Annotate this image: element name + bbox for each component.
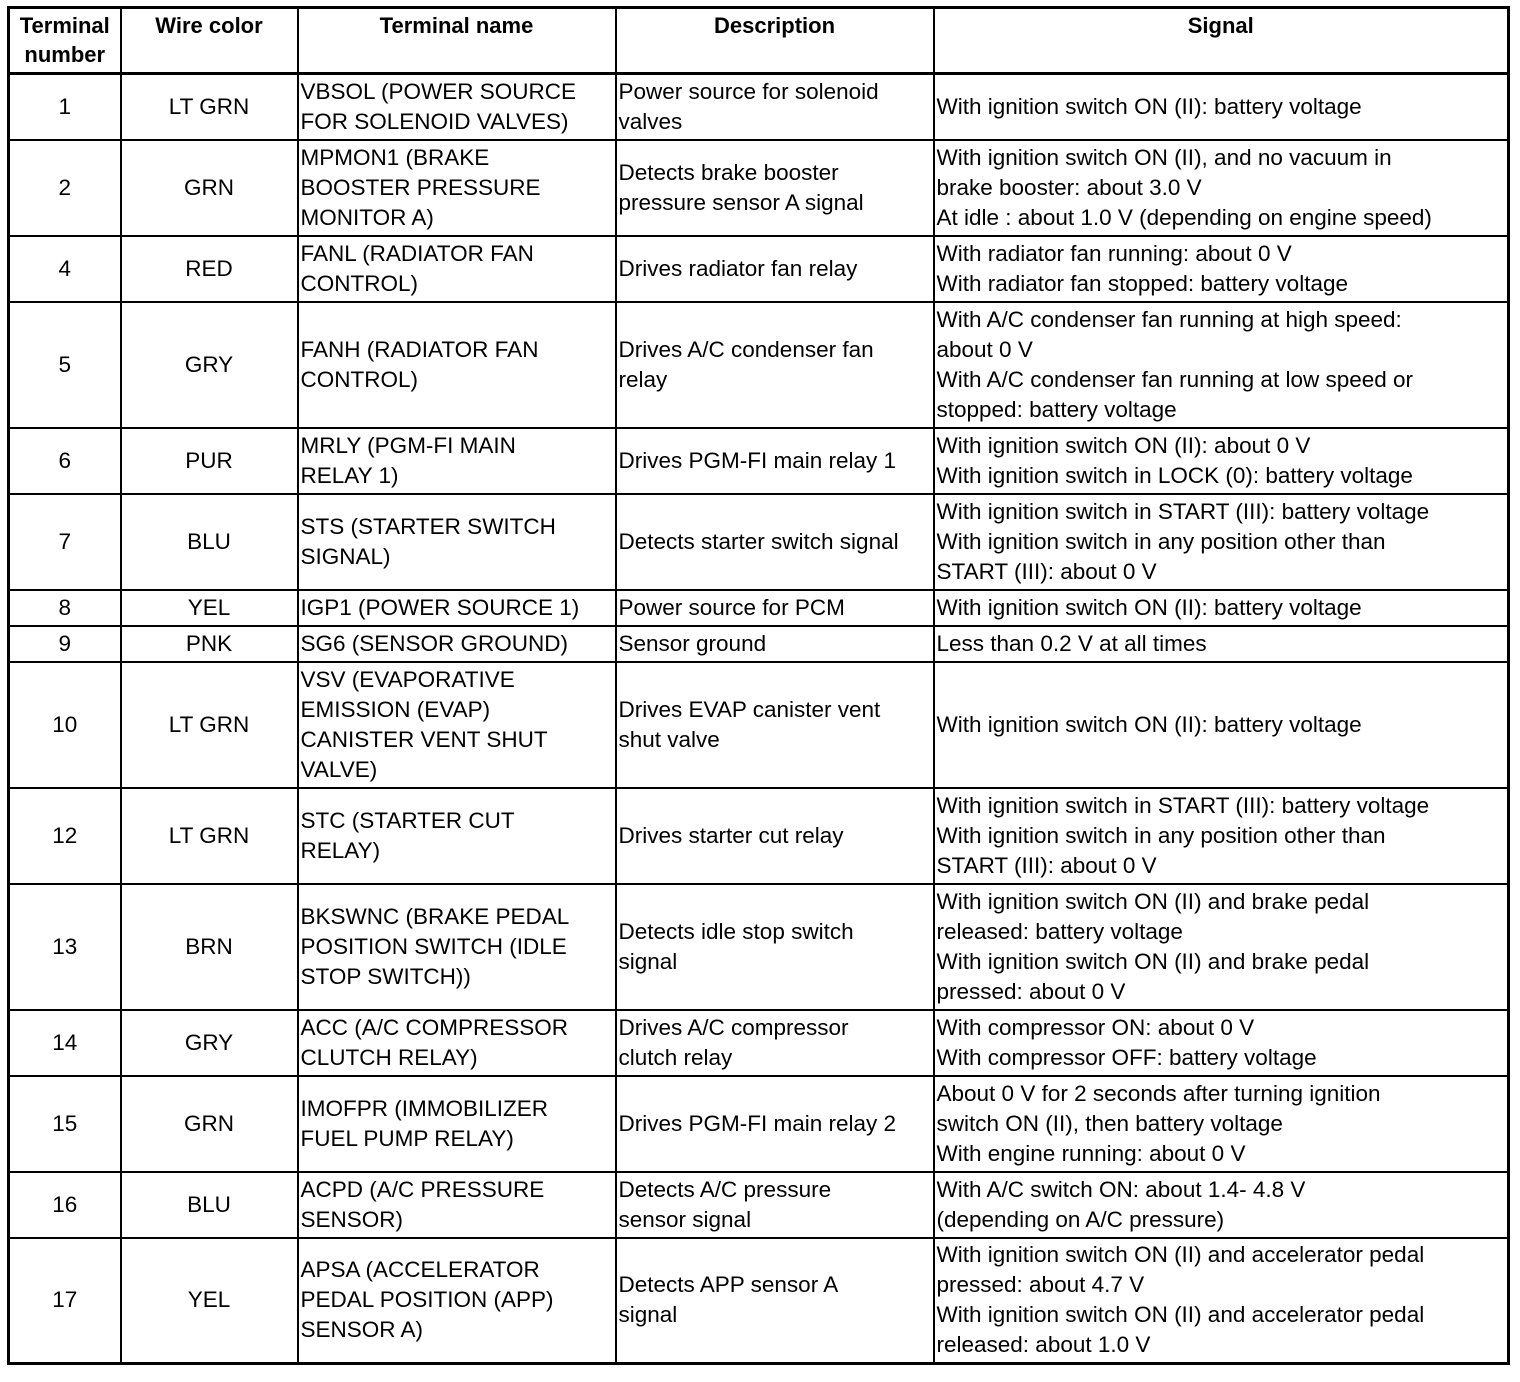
table-row	[9, 1010, 1509, 1076]
table-row	[9, 236, 1509, 302]
signal-cell	[934, 788, 1509, 884]
terminal-name-cell	[298, 236, 616, 302]
wire-color-cell: GRN	[121, 1076, 298, 1172]
description-cell	[616, 74, 934, 140]
terminal-name-cell-line: PEDAL POSITION (APP)	[300, 1287, 554, 1313]
wire-color-cell: LT GRN	[121, 74, 298, 140]
signal-cell-line: At idle : about 1.0 V (depending on engine speed)	[936, 204, 1432, 230]
description-cell-line: Drives PGM-FI main relay 2	[618, 1110, 897, 1136]
table-row	[9, 494, 1509, 590]
terminal-number-cell: 8	[9, 590, 121, 626]
description-cell-line: Detects brake booster	[618, 159, 839, 185]
terminal-number-cell: 6	[9, 428, 121, 494]
terminal-name-cell	[298, 1238, 616, 1364]
description-cell	[616, 1172, 934, 1238]
signal-cell	[934, 302, 1509, 428]
signal-cell-line: With ignition switch in START (III): battery voltage	[936, 792, 1430, 818]
signal-cell	[934, 1172, 1509, 1238]
description-cell-line: clutch relay	[618, 1044, 733, 1070]
description-cell-line: relay	[618, 366, 668, 392]
wire-color-cell: BLU	[121, 1172, 298, 1238]
terminal-name-cell-line: BKSWNC (BRAKE PEDAL	[300, 903, 570, 929]
signal-cell-line: switch ON (II), then battery voltage	[936, 1110, 1283, 1136]
signal-cell-line: START (III): about 0 V	[936, 558, 1157, 584]
table-row	[9, 1172, 1509, 1238]
signal-cell-line: With engine running: about 0 V	[936, 1140, 1246, 1166]
signal-cell	[934, 74, 1509, 140]
terminal-name-cell	[298, 302, 616, 428]
terminal-number-cell: 16	[9, 1172, 121, 1238]
description-cell	[616, 884, 934, 1010]
signal-cell	[934, 662, 1509, 788]
signal-cell-line: With A/C condenser fan running at high speed:	[936, 306, 1402, 332]
terminal-name-cell	[298, 1010, 616, 1076]
signal-cell	[934, 236, 1509, 302]
table-row	[9, 662, 1509, 788]
terminal-number-cell: 17	[9, 1238, 121, 1364]
description-cell-line: Detects idle stop switch	[618, 918, 854, 944]
description-cell-line: shut valve	[618, 726, 720, 752]
terminal-name-cell-line: RELAY)	[300, 837, 381, 863]
signal-cell-line: With compressor OFF: battery voltage	[936, 1044, 1317, 1070]
terminal-number-cell: 10	[9, 662, 121, 788]
terminal-name-cell-line: IGP1 (POWER SOURCE 1)	[300, 594, 580, 620]
wire-color-cell: YEL	[121, 590, 298, 626]
table-row	[9, 1238, 1509, 1364]
header-terminal-name: Terminal name	[298, 8, 616, 74]
terminal-name-cell-line: STC (STARTER CUT	[300, 807, 515, 833]
table-row	[9, 302, 1509, 428]
description-cell-line: valves	[618, 108, 683, 134]
terminal-name-cell	[298, 884, 616, 1010]
table-row	[9, 884, 1509, 1010]
description-cell-line: signal	[618, 1302, 678, 1328]
wire-color-cell: PNK	[121, 626, 298, 662]
header-row	[9, 8, 1509, 74]
terminal-name-cell-line: MRLY (PGM-FI MAIN	[300, 432, 516, 458]
terminal-name-cell-line: CLUTCH RELAY)	[300, 1044, 478, 1070]
description-cell	[616, 302, 934, 428]
wire-color-cell: GRN	[121, 140, 298, 236]
terminal-number-cell: 5	[9, 302, 121, 428]
signal-cell-line: With ignition switch in LOCK (0): battery voltage	[936, 462, 1413, 488]
table-row	[9, 626, 1509, 662]
wire-color-cell: LT GRN	[121, 662, 298, 788]
signal-cell-line: About 0 V for 2 seconds after turning ignition	[936, 1080, 1381, 1106]
terminal-name-cell	[298, 590, 616, 626]
wire-color-cell: BRN	[121, 884, 298, 1010]
terminal-name-cell-line: ACPD (A/C PRESSURE	[300, 1176, 545, 1202]
wire-color-cell: BLU	[121, 494, 298, 590]
terminal-number-cell: 13	[9, 884, 121, 1010]
description-cell	[616, 1010, 934, 1076]
table-header	[9, 8, 1509, 74]
terminal-name-cell-line: IMOFPR (IMMOBILIZER	[300, 1095, 548, 1121]
table-row	[9, 140, 1509, 236]
terminal-name-cell-line: CANISTER VENT SHUT	[300, 726, 548, 752]
signal-cell-line: With radiator fan running: about 0 V	[936, 240, 1292, 266]
header-signal: Signal	[934, 8, 1509, 74]
terminal-name-cell-line: MPMON1 (BRAKE	[300, 144, 490, 170]
terminal-name-cell	[298, 494, 616, 590]
terminal-number-cell: 12	[9, 788, 121, 884]
table-row	[9, 428, 1509, 494]
terminal-name-cell-line: APSA (ACCELERATOR	[300, 1257, 540, 1283]
signal-cell-line: With radiator fan stopped: battery voltage	[936, 270, 1348, 296]
terminal-name-cell-line: STOP SWITCH))	[300, 963, 471, 989]
signal-cell-line: (depending on A/C pressure)	[936, 1206, 1225, 1232]
description-cell-line: Detects A/C pressure	[618, 1176, 832, 1202]
terminal-number-cell: 15	[9, 1076, 121, 1172]
signal-cell-line: pressed: about 4.7 V	[936, 1272, 1145, 1298]
terminal-name-cell-line: BOOSTER PRESSURE	[300, 174, 541, 200]
description-cell	[616, 236, 934, 302]
terminal-number-cell: 4	[9, 236, 121, 302]
terminal-name-cell-line: FOR SOLENOID VALVES)	[300, 108, 569, 134]
terminal-name-cell	[298, 428, 616, 494]
signal-cell-line: With ignition switch ON (II), and no vacuum in	[936, 144, 1392, 170]
description-cell-line: Drives radiator fan relay	[618, 255, 858, 281]
terminal-name-cell-line: MONITOR A)	[300, 204, 434, 230]
table-row	[9, 74, 1509, 140]
terminal-name-cell-line: EMISSION (EVAP)	[300, 696, 491, 722]
signal-cell-line: With ignition switch in any position other than	[936, 822, 1386, 848]
terminal-name-cell	[298, 626, 616, 662]
signal-cell-line: stopped: battery voltage	[936, 396, 1177, 422]
signal-cell-line: With ignition switch ON (II): about 0 V	[936, 432, 1311, 458]
description-cell-line: Detects APP sensor A	[618, 1272, 839, 1298]
terminal-name-cell	[298, 74, 616, 140]
terminal-name-cell	[298, 1076, 616, 1172]
terminal-name-cell-line: RELAY 1)	[300, 462, 399, 488]
terminal-name-cell-line: VALVE)	[300, 756, 378, 782]
signal-cell-line: With ignition switch in any position other than	[936, 528, 1386, 554]
signal-cell-line: With ignition switch ON (II): battery voltage	[936, 594, 1362, 620]
terminal-name-cell-line: SG6 (SENSOR GROUND)	[300, 630, 569, 656]
signal-cell	[934, 884, 1509, 1010]
description-cell-line: Drives A/C condenser fan	[618, 336, 874, 362]
table-body	[9, 74, 1509, 1364]
description-cell	[616, 626, 934, 662]
signal-cell-line: With ignition switch ON (II) and accelerator pedal	[936, 1302, 1425, 1328]
description-cell	[616, 1238, 934, 1364]
signal-cell-line: With compressor ON: about 0 V	[936, 1014, 1255, 1040]
terminal-name-cell-line: CONTROL)	[300, 270, 418, 296]
terminal-name-cell	[298, 662, 616, 788]
wire-color-cell: GRY	[121, 302, 298, 428]
terminal-name-cell-line: SENSOR)	[300, 1206, 404, 1232]
signal-cell	[934, 428, 1509, 494]
wire-color-cell: YEL	[121, 1238, 298, 1364]
description-cell-line: sensor signal	[618, 1206, 752, 1232]
terminal-name-cell-line: VSV (EVAPORATIVE	[300, 666, 515, 692]
table-row	[9, 788, 1509, 884]
description-cell	[616, 788, 934, 884]
wire-color-cell: GRY	[121, 1010, 298, 1076]
terminal-name-cell-line: FUEL PUMP RELAY)	[300, 1125, 514, 1151]
signal-cell	[934, 626, 1509, 662]
description-cell-line: Power source for PCM	[618, 594, 845, 620]
signal-cell-line: With ignition switch ON (II): battery voltage	[936, 711, 1362, 737]
header-wire-color: Wire color	[121, 8, 298, 74]
signal-cell-line: Less than 0.2 V at all times	[936, 630, 1207, 656]
terminal-name-cell-line: FANH (RADIATOR FAN	[300, 336, 539, 362]
signal-cell-line: With ignition switch ON (II): battery voltage	[936, 93, 1362, 119]
terminal-name-cell-line: VBSOL (POWER SOURCE	[300, 78, 576, 104]
description-cell-line: Drives starter cut relay	[618, 822, 844, 848]
description-cell	[616, 140, 934, 236]
signal-cell	[934, 1010, 1509, 1076]
terminal-name-cell-line: SENSOR A)	[300, 1317, 424, 1343]
signal-cell-line: brake booster: about 3.0 V	[936, 174, 1202, 200]
description-cell-line: Drives EVAP canister vent	[618, 696, 881, 722]
terminal-number-cell: 14	[9, 1010, 121, 1076]
wire-color-cell: PUR	[121, 428, 298, 494]
description-cell-line: Drives PGM-FI main relay 1	[618, 447, 897, 473]
table-row	[9, 590, 1509, 626]
signal-cell	[934, 590, 1509, 626]
description-cell	[616, 590, 934, 626]
signal-cell	[934, 140, 1509, 236]
terminal-name-cell-line: POSITION SWITCH (IDLE	[300, 933, 567, 959]
terminal-name-cell	[298, 140, 616, 236]
signal-cell-line: released: battery voltage	[936, 918, 1183, 944]
signal-cell-line: START (III): about 0 V	[936, 852, 1157, 878]
signal-cell-line: released: about 1.0 V	[936, 1332, 1151, 1358]
terminal-name-cell-line: CONTROL)	[300, 366, 418, 392]
description-cell	[616, 494, 934, 590]
wire-color-cell: LT GRN	[121, 788, 298, 884]
terminal-name-cell	[298, 788, 616, 884]
description-cell	[616, 428, 934, 494]
description-cell-line: Power source for solenoid	[618, 78, 879, 104]
header-description: Description	[616, 8, 934, 74]
terminal-number-cell: 1	[9, 74, 121, 140]
description-cell-line: pressure sensor A signal	[618, 189, 864, 215]
description-cell-line: signal	[618, 948, 678, 974]
signal-cell	[934, 1238, 1509, 1364]
description-cell-line: Drives A/C compressor	[618, 1014, 849, 1040]
terminal-name-cell-line: STS (STARTER SWITCH	[300, 513, 556, 539]
description-cell-line: Detects starter switch signal	[618, 528, 899, 554]
terminal-name-cell-line: SIGNAL)	[300, 543, 391, 569]
terminal-name-cell	[298, 1172, 616, 1238]
terminal-name-cell-line: FANL (RADIATOR FAN	[300, 240, 534, 266]
description-cell-line: Sensor ground	[618, 630, 767, 656]
wire-color-cell: RED	[121, 236, 298, 302]
header-terminal-number: Terminal number	[9, 8, 121, 74]
description-cell	[616, 1076, 934, 1172]
terminal-number-cell: 7	[9, 494, 121, 590]
signal-cell-line: pressed: about 0 V	[936, 978, 1126, 1004]
terminal-table	[7, 6, 1510, 1365]
signal-cell	[934, 1076, 1509, 1172]
signal-cell-line: With A/C switch ON: about 1.4- 4.8 V	[936, 1176, 1306, 1202]
signal-cell-line: With ignition switch in START (III): battery voltage	[936, 498, 1430, 524]
terminal-name-cell-line: ACC (A/C COMPRESSOR	[300, 1014, 569, 1040]
terminal-number-cell: 9	[9, 626, 121, 662]
description-cell	[616, 662, 934, 788]
table-row	[9, 1076, 1509, 1172]
signal-cell-line: With ignition switch ON (II) and accelerator pedal	[936, 1242, 1425, 1268]
signal-cell-line: With ignition switch ON (II) and brake pedal	[936, 888, 1370, 914]
signal-cell-line: With A/C condenser fan running at low speed or	[936, 366, 1414, 392]
signal-cell-line: about 0 V	[936, 336, 1033, 362]
signal-cell	[934, 494, 1509, 590]
terminal-number-cell: 2	[9, 140, 121, 236]
signal-cell-line: With ignition switch ON (II) and brake pedal	[936, 948, 1370, 974]
